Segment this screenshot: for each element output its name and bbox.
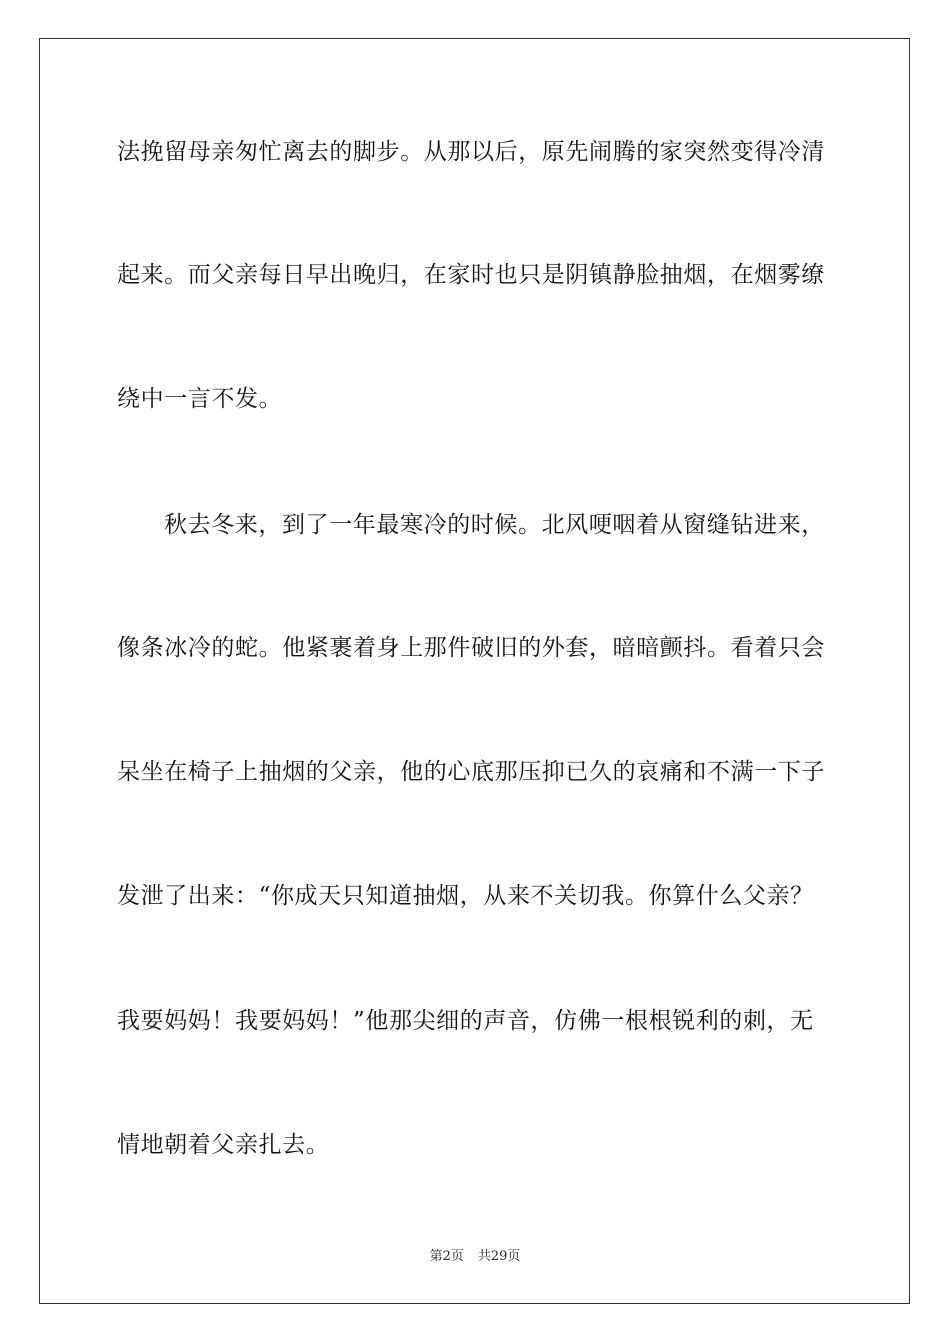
page-total: 共29页: [477, 1249, 521, 1264]
body-text-line: 呆坐在椅子上抽烟的父亲，他的心底那压抑已久的哀痛和不满一下子: [117, 759, 825, 785]
body-text-line: 起来。而父亲每日早出晚归，在家时也只是阴镇静脸抽烟，在烟雾缭: [117, 262, 825, 288]
body-text-line: 情地朝着父亲扎去。: [117, 1132, 330, 1158]
page-footer: [0, 1248, 950, 1266]
body-text-line: 像条冰冷的蛇。他紧裹着身上那件破旧的外套，暗暗颤抖。看着只会: [117, 635, 825, 661]
body-text-line: 法挽留母亲匆忙离去的脚步。从那以后，原先闹腾的家突然变得冷清: [117, 139, 825, 165]
body-text-line: 发泄了出来：“你成天只知道抽烟，从来不关切我。你算什么父亲？: [117, 883, 814, 909]
body-text-line: 绕中一言不发。: [117, 386, 283, 412]
page-number: 第2页: [429, 1249, 464, 1264]
body-text-line: 我要妈妈！我要妈妈！”他那尖细的声音，仿佛一根根锐利的刺，无: [117, 1008, 814, 1034]
page-border: [39, 38, 910, 1304]
paragraph-first-line: 秋去冬来，到了一年最寒冷的时候。北风哽咽着从窗缝钻进来，: [164, 512, 825, 538]
